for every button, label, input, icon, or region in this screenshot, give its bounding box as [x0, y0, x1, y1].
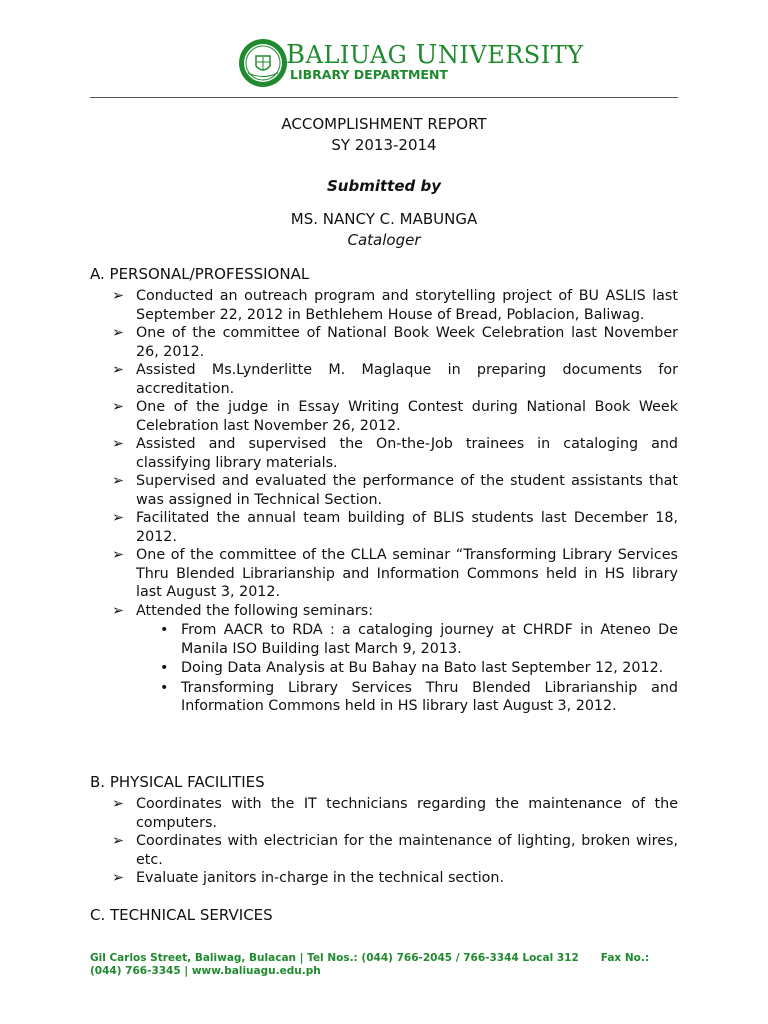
list-item: ➢ Coordinates with the IT technicians regarding the maintenance of the computers. — [112, 796, 678, 831]
list-item: ➢ One of the committee of National Book Week Celebration last November 26, 2012. — [112, 325, 678, 360]
section-c-heading: C. TECHNICAL SERVICES — [90, 906, 273, 924]
dot-bullet-icon: • — [160, 679, 169, 696]
university-name: BALIUAG UNIVERSITY — [286, 40, 584, 70]
footer-tel: Tel Nos.: (044) 766-2045 / 766-3344 Local 312 — [307, 952, 579, 964]
list-item: ➢ Coordinates with electrician for the maintenance of lighting, broken wires, etc. — [112, 833, 678, 868]
arrow-bullet-icon: ➢ — [112, 325, 124, 341]
university-seal-icon — [238, 38, 288, 88]
arrow-bullet-icon: ➢ — [112, 473, 124, 489]
list-item: ➢ Evaluate janitors in-charge in the technical section. — [112, 870, 505, 886]
arrow-bullet-icon: ➢ — [112, 833, 124, 849]
arrow-bullet-icon: ➢ — [112, 399, 124, 415]
arrow-bullet-icon: ➢ — [112, 362, 124, 378]
footer-fax: Fax No.: (044) 766-3345 — [90, 952, 650, 977]
section-a-list — [110, 287, 678, 716]
arrow-bullet-icon: ➢ — [112, 436, 124, 452]
report-title: ACCOMPLISHMENT REPORT — [281, 115, 487, 133]
dot-bullet-icon: • — [160, 622, 169, 638]
section-b-heading: B. PHYSICAL FACILITIES — [90, 773, 265, 791]
footer-website-link[interactable]: www.baliuagu.edu.ph — [191, 965, 321, 977]
list-item: ➢ Assisted and supervised the On-the-Job trainees in cataloging and classifying library materials. — [112, 436, 678, 471]
seminar-item: • Transforming Library Services Thru Blended Librarianship and Information Commons held in HS library last August 3, 2012. — [160, 679, 678, 714]
list-item: ➢ Attended the following seminars: • From AACR to RDA : a cataloging journey at CHRDF in Ateneo De Manila ISO Building last March 9, 2013. • Doing Data Analysis at Bu Bahay na Bato last September 12, 2012. • Transforming Library Services Thru Blended Librarianship and Information Commons held in HS library last August 3, 2012. — [112, 602, 678, 714]
submitter-name: MS. NANCY C. MABUNGA — [290, 210, 478, 228]
arrow-bullet-icon: ➢ — [112, 288, 124, 304]
section-a-heading: A. PERSONAL/PROFESSIONAL — [90, 265, 310, 283]
submitter-position: Cataloger — [347, 231, 421, 249]
list-item: ➢ One of the committee of the CLLA seminar “Transforming Library Services Thru Blended Librarianship and Information Commons held in HS library last August 3, 2012. — [112, 547, 678, 600]
list-item: ➢ Assisted Ms.Lynderlitte M. Maglaque in preparing documents for accreditation. — [112, 362, 678, 397]
arrow-bullet-icon: ➢ — [112, 796, 124, 812]
seminar-item: • From AACR to RDA : a cataloging journey at CHRDF in Ateneo De Manila ISO Building last March 9, 2013. — [160, 622, 678, 657]
footer-address: Gil Carlos Street, Baliwag, Bulacan — [90, 952, 297, 964]
list-item: ➢ Supervised and evaluated the performance of the student assistants that was assigned in Technical Section. — [112, 473, 678, 508]
arrow-bullet-icon: ➢ — [112, 547, 124, 563]
footer-contact: Gil Carlos Street, Baliwag, Bulacan | Tel Nos.: (044) 766-2045 / 766-3344 Local 312 Fax No.: (044) 766-3345 | www.baliuagu.edu.ph — [90, 952, 650, 977]
arrow-bullet-icon: ➢ — [112, 602, 124, 619]
school-year: SY 2013-2014 — [331, 136, 437, 154]
arrow-bullet-icon: ➢ — [112, 870, 124, 886]
list-item: ➢ One of the judge in Essay Writing Contest during National Book Week Celebration last November 26, 2012. — [112, 399, 678, 434]
submitted-by-label: Submitted by — [327, 177, 441, 195]
section-b-list — [110, 795, 678, 888]
seminar-item: • Doing Data Analysis at Bu Bahay na Bato last September 12, 2012. — [160, 660, 664, 676]
arrow-bullet-icon: ➢ — [112, 510, 124, 526]
seminar-list — [136, 621, 678, 716]
header-divider — [90, 97, 678, 98]
department-name: LIBRARY DEPARTMENT — [290, 67, 448, 82]
dot-bullet-icon: • — [160, 660, 169, 676]
letterhead — [238, 38, 584, 90]
list-item: ➢ Conducted an outreach program and storytelling project of BU ASLIS last September 22, 2012 in Bethlehem House of Bread, Poblacion, Baliwag. — [112, 288, 678, 323]
list-item: ➢ Facilitated the annual team building of BLIS students last December 18, 2012. — [112, 510, 678, 545]
